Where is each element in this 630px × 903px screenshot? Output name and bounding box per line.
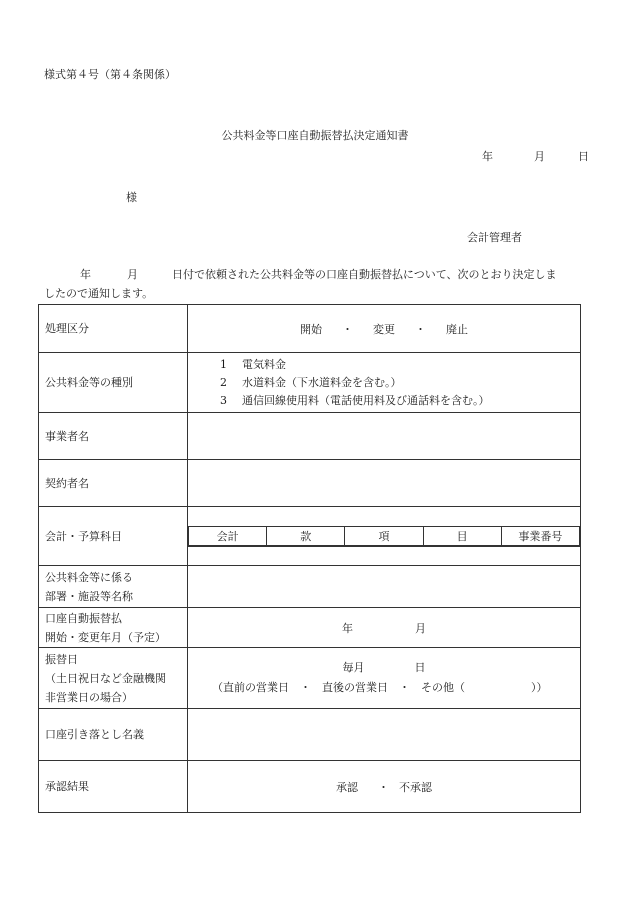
- budget-cell[interactable]: [423, 545, 501, 546]
- budget-cell[interactable]: [501, 545, 579, 546]
- option-dot: ・: [342, 322, 353, 336]
- budget-cell[interactable]: [267, 545, 345, 546]
- date-month: 月: [534, 150, 545, 163]
- start-month: 月: [415, 621, 426, 635]
- account-name-field[interactable]: [188, 709, 581, 761]
- decision-table: [38, 304, 581, 813]
- row-provider: [39, 413, 581, 460]
- contractor-label: 契約者名: [39, 460, 188, 507]
- row-department: [39, 566, 581, 608]
- option-dot: ・: [378, 780, 389, 794]
- row-contractor: [39, 460, 581, 507]
- row-types: [39, 353, 581, 413]
- addressee: 様: [126, 191, 137, 204]
- option-start: 開始: [300, 322, 322, 336]
- type-item: 1 電気料金: [220, 357, 286, 371]
- row-start-date: [39, 608, 581, 648]
- row-approval: [39, 761, 581, 813]
- option-approve[interactable]: 承認: [336, 780, 358, 794]
- sender: 会計管理者: [467, 231, 522, 244]
- budget-col-header: 会計: [189, 526, 267, 545]
- request-month: 月: [127, 268, 138, 281]
- account-name-label: 口座引き落とし名義: [39, 709, 188, 761]
- date-day: 日: [578, 150, 589, 163]
- processing-label: 処理区分: [39, 305, 188, 353]
- contractor-field[interactable]: [188, 460, 581, 507]
- document-title: 公共料金等口座自動振替払決定通知書: [221, 129, 409, 142]
- budget-col-header: 目: [423, 526, 501, 545]
- budget-col-header: 事業番号: [501, 526, 579, 545]
- body-line-2: したので通知します。: [44, 287, 154, 300]
- type-item: 3 通信回線使用料（電話使用料及び通話料を含む。）: [220, 393, 490, 407]
- transfer-options: （直前の営業日 ・ 直後の営業日 ・ その他（ ））: [212, 681, 548, 694]
- option-abolish: 廃止: [446, 322, 468, 336]
- processing-options: [188, 305, 581, 353]
- row-transfer-day: [39, 648, 581, 709]
- issue-date: [482, 148, 589, 164]
- approval-options: [188, 761, 581, 813]
- provider-field[interactable]: [188, 413, 581, 460]
- option-dot: ・: [415, 322, 426, 336]
- budget-grid: [188, 507, 581, 566]
- types-list: [188, 353, 581, 413]
- start-date-field[interactable]: [188, 608, 581, 648]
- row-budget: [39, 507, 581, 566]
- row-processing: [39, 305, 581, 353]
- row-account-name: [39, 709, 581, 761]
- budget-col-header: 款: [267, 526, 345, 545]
- types-label: 公共料金等の種別: [39, 353, 188, 413]
- budget-cell[interactable]: [189, 545, 267, 546]
- body-line-1: 日付で依頼された公共料金等の口座自動振替払について、次のとおり決定しま: [172, 268, 557, 281]
- transfer-day-label: 振替日 （土日祝日など金融機関 非営業日の場合）: [39, 648, 188, 709]
- department-field[interactable]: [188, 566, 581, 608]
- approval-label: 承認結果: [39, 761, 188, 813]
- transfer-day-field[interactable]: [188, 648, 581, 709]
- transfer-day-unit: 日: [414, 661, 426, 674]
- budget-col-header: 項: [345, 526, 423, 545]
- form-number: 様式第４号（第４条関係）: [44, 68, 176, 81]
- option-reject[interactable]: 不承認: [399, 780, 432, 794]
- start-year: 年: [342, 621, 353, 635]
- date-year: 年: [482, 150, 493, 163]
- provider-label: 事業者名: [39, 413, 188, 460]
- body-text: [44, 265, 592, 303]
- budget-label: 会計・予算科目: [39, 507, 188, 566]
- start-date-label: 口座自動振替払 開始・変更年月（予定）: [39, 608, 188, 648]
- transfer-monthly: 毎月: [342, 661, 365, 674]
- request-year: 年: [80, 268, 91, 281]
- option-change: 変更: [373, 322, 395, 336]
- department-label: 公共料金等に係る 部署・施設等名称: [39, 566, 188, 608]
- type-item: 2 水道料金（下水道料金を含む。）: [220, 375, 402, 389]
- budget-cell[interactable]: [345, 545, 423, 546]
